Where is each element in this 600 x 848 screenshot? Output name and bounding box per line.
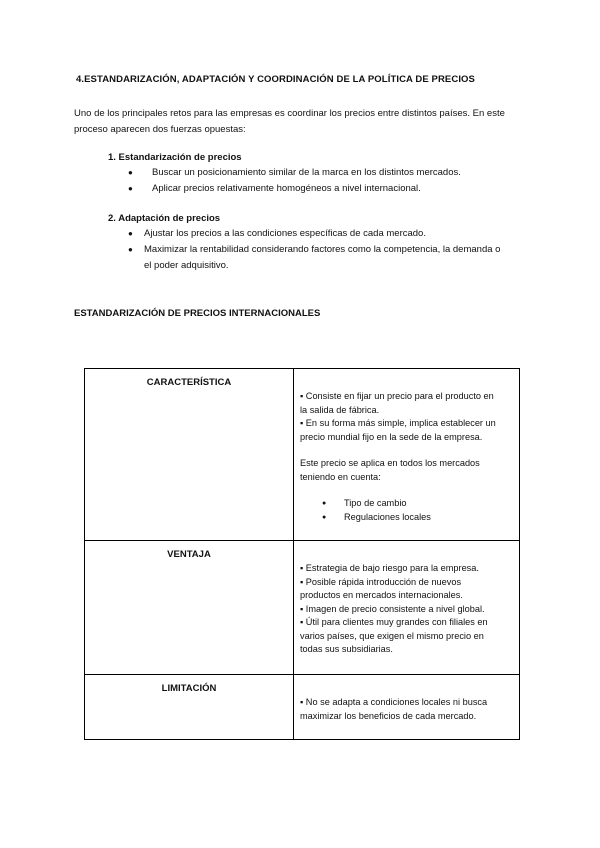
list-item: ● Regulaciones locales — [322, 511, 513, 525]
cell-line: ▪ Posible rápida introducción de nuevos — [300, 576, 462, 587]
cell-line: ▪ Imagen de precio consistente a nivel global. — [300, 603, 485, 614]
cell-line: ▪ Consiste en fijar un precio para el producto en — [300, 391, 494, 401]
table-title: ESTANDARIZACIÓN DE PRECIOS INTERNACIONALES — [74, 308, 321, 319]
table-row — [85, 541, 520, 675]
table-row — [85, 369, 520, 541]
bullet-icon: ● — [128, 229, 133, 238]
list-item: Aplicar precios relativamente homogéneos a nivel internacional. — [152, 183, 421, 194]
list-item: Ajustar los precios a las condiciones específicas de cada mercado. — [144, 228, 426, 239]
cell-line: varios países, que exigen el mismo precio en — [300, 630, 484, 641]
standardization-table — [84, 368, 520, 740]
row-label-cell — [85, 675, 294, 740]
cell-line: teniendo en cuenta: — [300, 471, 381, 482]
row-label-cell — [85, 541, 294, 675]
bullet-icon: ● — [128, 184, 133, 193]
cell-line: maximizar los beneficios de cada mercado. — [300, 710, 477, 721]
cell-line: Este precio se aplica en todos los mercados — [300, 458, 480, 468]
cell-line: ▪ En su forma más simple, implica establecer un — [300, 418, 496, 428]
list-item: Buscar un posicionamiento similar de la marca en los distintos mercados. — [152, 167, 461, 178]
section-heading-standardization: 1. Estandarización de precios — [108, 152, 242, 163]
row-label: VENTAJA — [167, 549, 211, 560]
row-label: LIMITACIÓN — [161, 683, 217, 694]
cell-line: ▪ Útil para clientes muy grandes con filiales en — [300, 617, 488, 627]
list-item: ● Tipo de cambio — [322, 497, 513, 511]
bullet-icon: ● — [128, 168, 133, 177]
table-row — [85, 675, 520, 740]
row-content-cell — [294, 675, 520, 740]
cell-line: ▪ No se adapta a condiciones locales ni busca — [300, 697, 488, 707]
section-heading-adaptation: 2. Adaptación de precios — [108, 213, 221, 224]
page-title: 4.ESTANDARIZACIÓN, ADAPTACIÓN Y COORDINACIÓN DE LA POLÍTICA DE PRECIOS — [76, 74, 475, 85]
row-label-cell — [85, 369, 294, 541]
bullet-icon: ● — [128, 245, 133, 254]
list-item: Maximizar la rentabilidad considerando factores como la competencia, la demanda o — [144, 244, 501, 255]
row-content-cell — [294, 541, 520, 675]
cell-line: precio mundial fijo en la sede de la empresa. — [300, 431, 483, 442]
factor-list — [322, 497, 513, 524]
row-label: CARACTERÍSTICA — [146, 377, 232, 388]
cell-line: productos en mercados internacionales. — [300, 590, 463, 600]
cell-line: todas sus subsidiarias. — [300, 644, 393, 654]
cell-line: ▪ Estrategia de bajo riesgo para la empresa. — [300, 563, 479, 573]
intro-paragraph: Uno de los principales retos para las empresas es coordinar los precios entre distintos países. En este proceso aparecen dos fuerzas opuestas: — [74, 108, 505, 135]
row-content-cell — [294, 369, 520, 541]
cell-line: la salida de fábrica. — [300, 404, 380, 415]
list-item-continuation: el poder adquisitivo. — [144, 260, 229, 271]
